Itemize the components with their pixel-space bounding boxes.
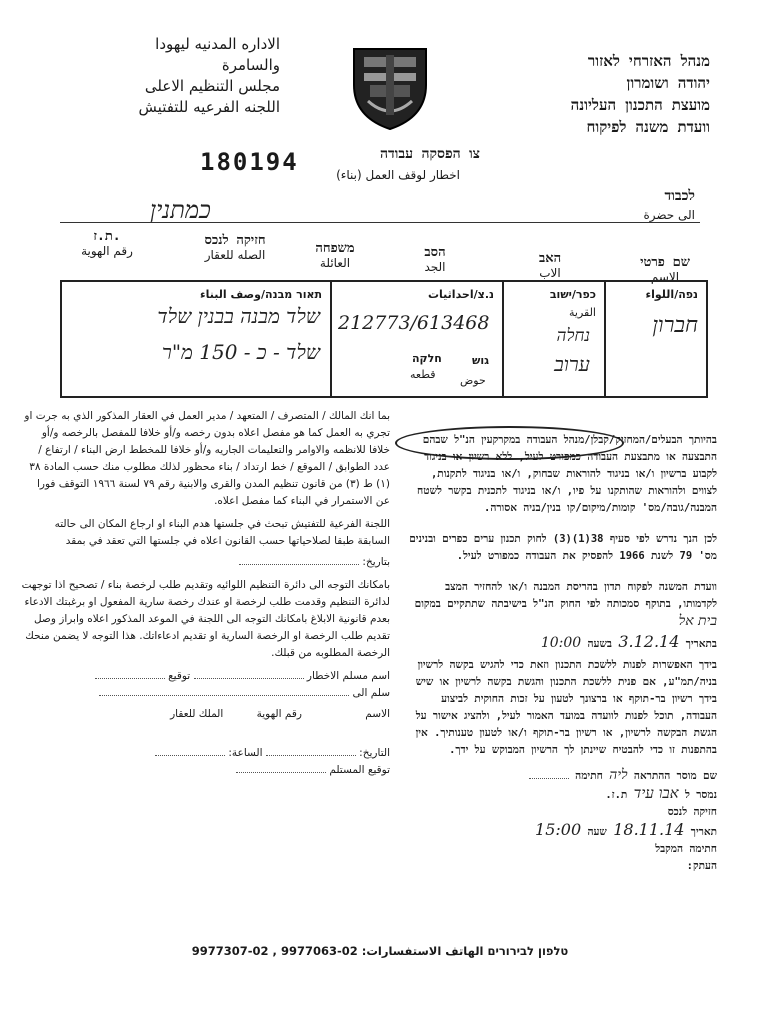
- parcel-he: חלקה: [412, 352, 442, 365]
- to-label-hebrew: לכבוד: [664, 188, 695, 204]
- hebrew-deliverer-row: [405, 767, 717, 785]
- hebrew-paragraph-2: לכן הנך נדרש לפי סעיף 38(1)(3) לחוק תכנון ערים כפרים ובנינים מס' 79 לשנת 1966 להפסיק את העבודה כמפורט לעיל.: [409, 533, 717, 562]
- arabic-signature-line: [95, 678, 165, 679]
- hebrew-deliverer-value: ליה: [609, 767, 628, 783]
- footer-phones: טלפון לבירורים الهاتف الاستفسارات: 02-9977063 , 02-9977307: [191, 944, 569, 958]
- arabic-recipient-row: [20, 762, 390, 779]
- coords-value: 212773/613468: [338, 312, 490, 334]
- arabic-authority-line-4: اللجنه الفرعيه للتفتيش: [138, 98, 280, 116]
- arabic-recipient-label: توقيع المستلم: [329, 764, 390, 776]
- arabic-authority-block: [60, 34, 280, 118]
- order-title-arabic: اخطار لوقف العمل (بناء): [336, 168, 460, 182]
- divider-1: [330, 282, 332, 396]
- divider-3: [604, 282, 606, 396]
- basin-ar: حوض: [460, 374, 486, 387]
- col-grandfather: הסב الجد: [424, 245, 446, 274]
- district-label: נפה/اللواء: [645, 288, 698, 301]
- building-label: תאור מבנה/وصف البناء: [199, 288, 322, 301]
- arabic-delivered-label: سلم الى: [352, 687, 390, 699]
- col-holding: חזיקה לנכס الصله للعقار: [204, 233, 266, 262]
- hebrew-receiver-row: [405, 841, 717, 858]
- arabic-authority-line-3: مجلس التنظيم الاعلى: [144, 77, 280, 95]
- hebrew-receiver-label: חתימה המקבל: [655, 843, 717, 855]
- hebrew-delivered-value: אבו עיד: [633, 784, 679, 802]
- basin-he: גוש: [472, 354, 490, 367]
- hebrew-place-value: בית אל: [678, 613, 717, 629]
- hebrew-holding-label: חזיקה לנכס: [667, 806, 717, 818]
- arabic-date2-label: التاريخ: [362, 747, 390, 759]
- hebrew-time-value: 10:00: [540, 635, 582, 651]
- col-family: משפחה العائلة: [315, 241, 355, 270]
- arabic-time-label: الساعة: [231, 747, 263, 759]
- village-label: כפר/ישוב: [549, 288, 596, 301]
- parcel-ar: قطعه: [410, 368, 436, 381]
- hebrew-time-label: בשעה: [587, 638, 612, 650]
- hebrew-signature-label: חתימה: [575, 770, 603, 782]
- hebrew-date2-label: תאריך: [690, 826, 717, 838]
- col-id-number: ת.ז. رقم الهوية: [81, 229, 133, 258]
- arabic-date-line: [239, 564, 359, 565]
- arabic-date-row: بتاريخ:: [20, 554, 390, 571]
- arabic-delivered-line: [99, 695, 349, 696]
- arabic-body: [20, 408, 390, 779]
- col-first-name: שם פרטי الاسم: [640, 255, 690, 284]
- hebrew-holding-row: [405, 804, 717, 821]
- hebrew-paragraph-4: בידך האפשרות לפנות ללשכת התכנון וזאת כדי להגיש בקשה לרשיון בניה/תמ"ע, אם פנית ללשכת התכנון והגשת בקשה לרשיון או שיש בידך רשיון בר-תוקף או ברצונך לטעון על זכות החוקית לביצוע העבודה, תוכל לפנות לוועדה במועד האמור לעיל, ולהציג אישור על הגשת הבקשה לרשיון, או רשיון בר-תוקף ו/או לטעון טענותיך. אין בהתפנות זו כדי להבטיח שיינתן לך הרשיון המבוקש על ידך.: [415, 659, 717, 756]
- village-value-2: ערוב: [554, 352, 590, 376]
- hebrew-time2-label: שעה: [587, 826, 607, 838]
- hebrew-authority-line-2: יהודה ושומרון: [626, 74, 710, 92]
- hebrew-authority-line-4: וועדת משנה לפיקוח: [586, 118, 710, 136]
- to-label-arabic: الى حضرة: [643, 208, 695, 222]
- building-value-1: שלד מבנה בבנין שלד: [157, 304, 320, 328]
- hebrew-delivered-row: [405, 785, 717, 804]
- arabic-authority-line-2: والسامرة: [221, 56, 280, 74]
- arabic-date2-line: [266, 755, 356, 756]
- building-value-2: שלד - כ - 150 מ"ר: [162, 340, 320, 364]
- arabic-notifier-row: [20, 668, 390, 685]
- hebrew-authority-line-3: מועצת התכנון העליונה: [570, 96, 710, 114]
- hebrew-id-label: ת.ז.: [605, 789, 628, 801]
- arabic-date-label: بتاريخ: [365, 556, 390, 568]
- arabic-time-line: [155, 755, 225, 756]
- hebrew-date-label: בתאריך: [685, 638, 717, 650]
- village-ar: القرية: [568, 306, 596, 319]
- emblem-logo: [350, 45, 430, 131]
- details-box: [60, 280, 708, 398]
- order-title-hebrew: צו הפסקה עבודה: [380, 146, 480, 162]
- arabic-recipient-line: [236, 772, 326, 773]
- arabic-col-owner: الملك للعقار: [170, 708, 224, 720]
- hebrew-date2-value: 18.11.14: [613, 820, 685, 839]
- col-father: האב الاب: [538, 251, 562, 280]
- hebrew-authority-block: [500, 50, 710, 138]
- arabic-col-id: رقم الهوية: [256, 708, 302, 720]
- arabic-delivered-row: [20, 685, 390, 702]
- hebrew-place-row: [405, 613, 717, 631]
- addressee-handwritten: כמתנין: [150, 196, 211, 224]
- hebrew-paragraph-1: בהיותך הבעלים/המחזיק/קבלן/מנהל העבודה במקרקעין הנ"ל שבהם התבצעה או מתבצעת העבודה כמפורט לעיל, ללא רשיון או בניגוד לקבוע ברשיון ו/או בניגוד להוראות שבחוק, ו/או בניגוד לתקנות, לצווים ולהוראות שהותקנו על פיו, ו/או בניגוד לתכנית בקשר לשטח המבנה/גובה/מס' קומות/מיקום/קו בנין/בניה אסורה.: [417, 434, 717, 514]
- hebrew-date2-row: [405, 821, 717, 841]
- coords-label: נ.צ/احداثيات: [428, 288, 494, 301]
- arabic-paragraph-3: بامكانك التوجه الى دائرة التنظيم اللوائيه وتقديم طلب لرخصة بناء / تصحيح اذا توجهت لدائرة التنظيم وقدمت طلب لرخصة او عندك رخصة سارية المفعول او برغبتك الادعاء بعدم قانونية الابلاغ بامكانك التوجه الى اللجنة في الموعد المذكور اعلاه وابراز وصل تقديم طلب الرخصة او الرخصة السارية او تقديم ادعاءاتك. هذا التوجه لا يضمن منحك الرخصة المطلوبه من قبلك.: [21, 579, 390, 659]
- hebrew-date-value: 3.12.14: [618, 632, 680, 651]
- hebrew-paragraph-3: וועדת המשנה לפקוח תדון בהריסת המבנה ו/או להחזיר המצב לקדמותו, בתוקף סמכותה לפי החוק הנ"ל בישיבתה שתתקיים במקום: [414, 581, 717, 610]
- arabic-notifier-label: اسم مسلم الاخطار: [306, 670, 390, 682]
- hebrew-delivered-label: נמסר ל: [684, 789, 717, 801]
- hebrew-copy-row: העתק:: [686, 860, 717, 872]
- hebrew-time2-value: 15:00: [535, 820, 582, 839]
- divider-2: [502, 282, 504, 396]
- arabic-date-time-row: التاريخ: الساعة:: [20, 745, 390, 762]
- hebrew-date-time-row: [405, 633, 717, 653]
- hebrew-copy-label: העתק: [692, 860, 717, 872]
- addressee-line: [60, 222, 700, 223]
- district-value: חברון: [652, 313, 698, 338]
- order-number: 180194: [200, 148, 299, 176]
- arabic-signature-label: توقيع: [168, 670, 191, 682]
- hebrew-authority-line-1: מנהל האזרחי לאזור: [587, 52, 710, 70]
- arabic-authority-line-1: الاداره المدنيه ليهودا: [155, 35, 280, 53]
- arabic-notifier-line: [194, 678, 304, 679]
- coat-of-arms-icon: [350, 45, 430, 131]
- arabic-columns-row: [20, 706, 390, 723]
- hebrew-body: [405, 432, 717, 875]
- village-value: נחלה: [556, 326, 590, 346]
- hebrew-deliverer-label: שם מוסר ההתראה: [633, 770, 717, 782]
- hebrew-signature-line: [529, 778, 569, 779]
- arabic-paragraph-2: اللجنة الفرعية للتفتيش تبحث في جلستها هدم البناء او ارجاع المكان الى حالته السابقة طبقا لصلاحياتها حسب القانون اعلاه في جلستها التي تعقد في بمقد: [54, 518, 390, 547]
- arabic-paragraph-1: بما انك المالك / المتصرف / المتعهد / مدير العمل في العقار المذكور الذي به جرت او تجري به العمل كما هو مفصل اعلاه بدون رخصه و/أو خلافا للمفصل بالرخصه و/أو خلافا للانظمه والاوامر والتعليمات الجاريه و/أو خلافا للمخطط ارض البناء / ارتفاع / عدد الطوابق / الموقع / خط ارتداد / بناء محظور لذلك مطلوب منك حسب المادة ٣٨ (١) ط (٣) من قانون تنظيم المدن والقرى والابنية رقم ٧٩ لسنة ١٩٦٦ التوقف فورا عن الاستمرار في البناء كما مفصل اعلاه.: [24, 410, 390, 507]
- arabic-col-name: الاسم: [365, 708, 390, 720]
